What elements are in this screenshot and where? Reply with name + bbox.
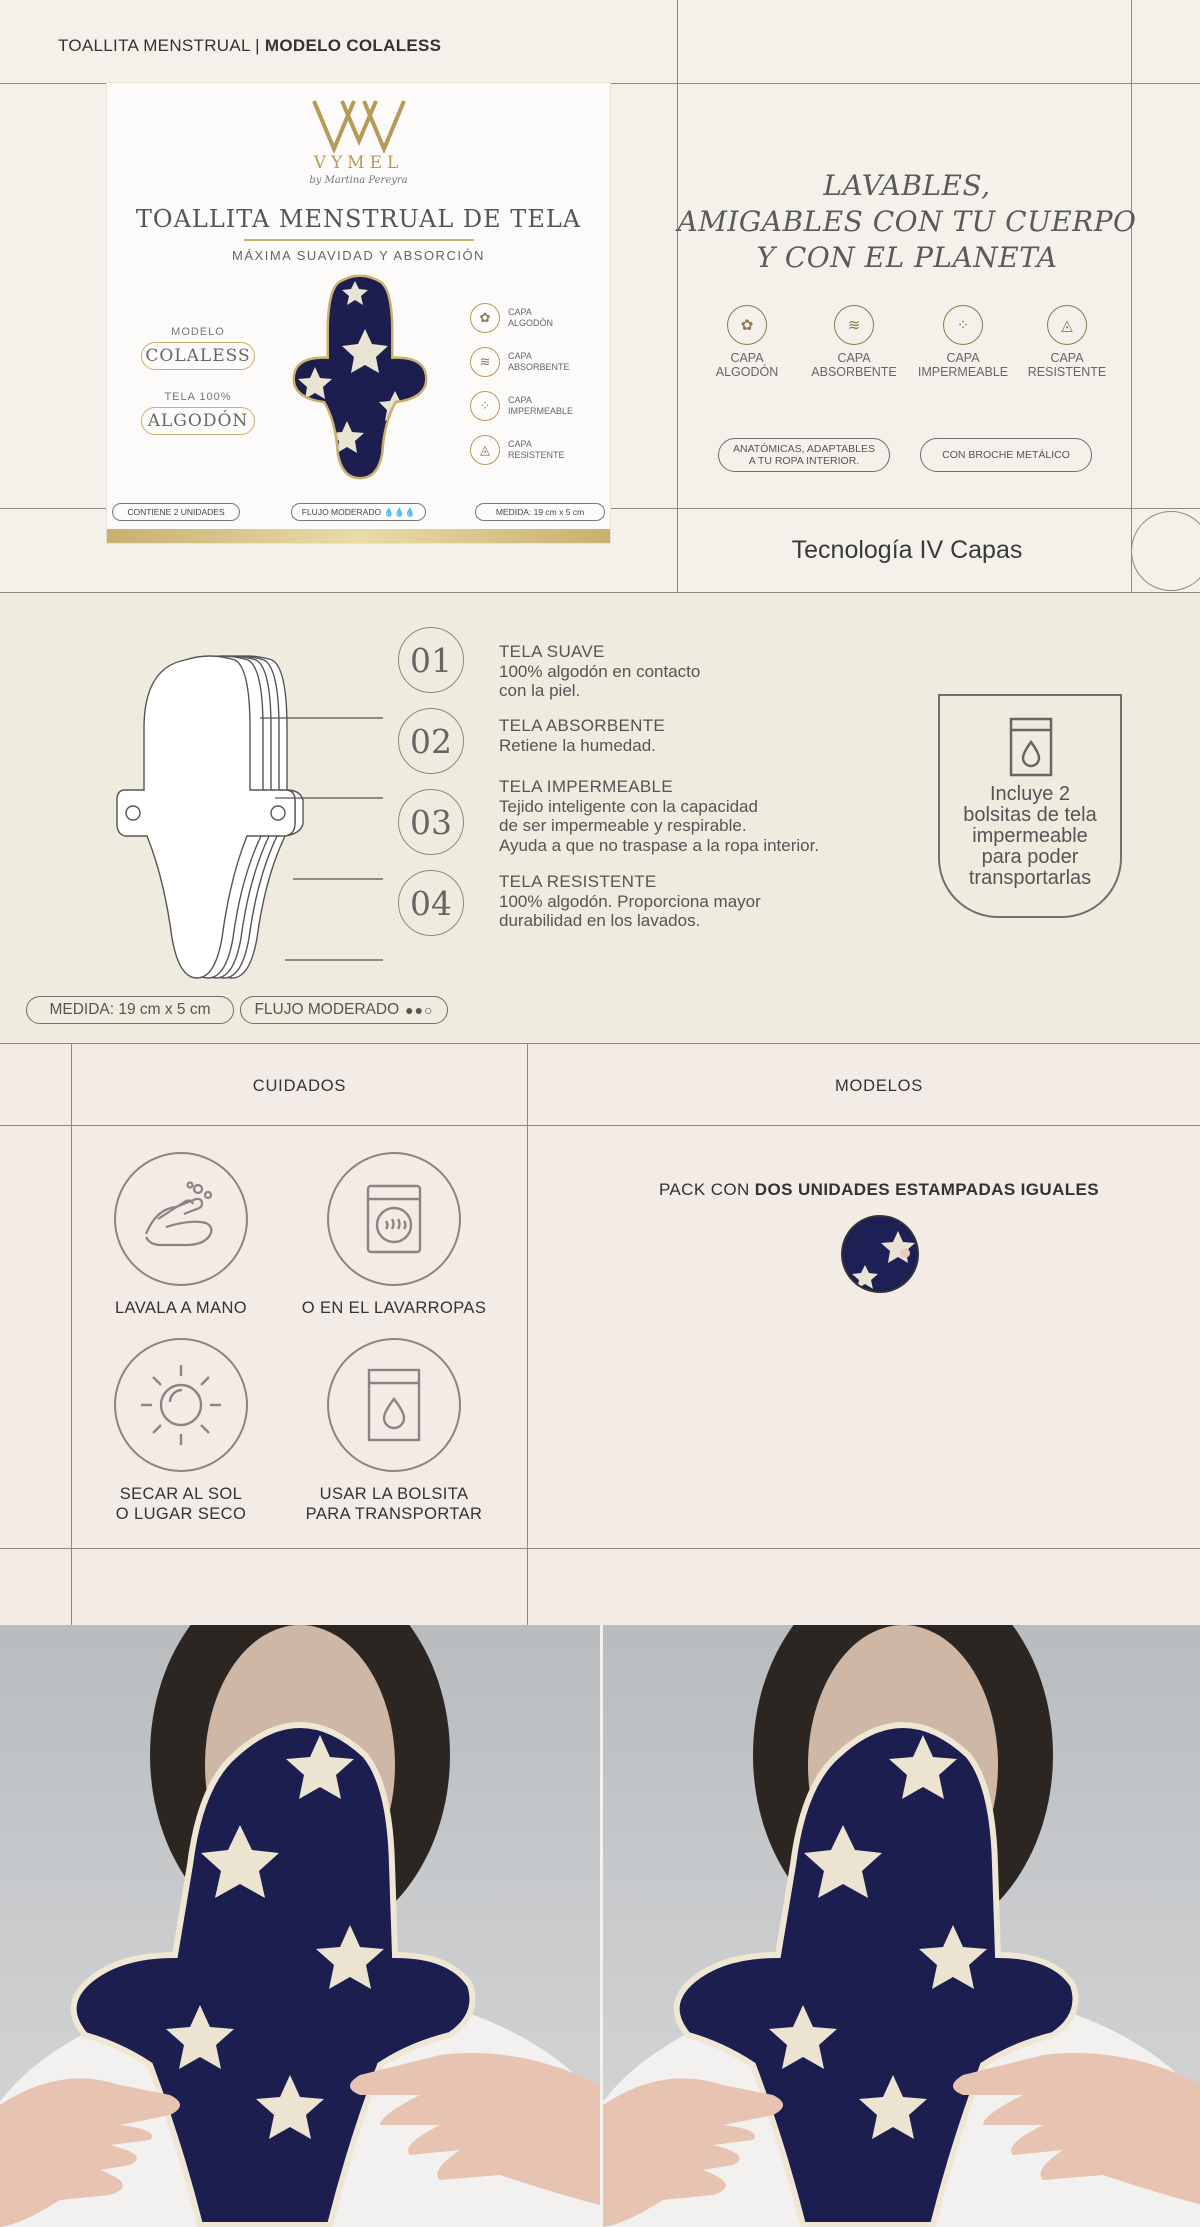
pouch-icon bbox=[327, 1338, 461, 1472]
product-box bbox=[107, 83, 610, 543]
layer-number-4: 04 bbox=[398, 870, 464, 936]
box-layer-absorbent: ≋ CAPA ABSORBENTE bbox=[470, 347, 568, 377]
washing-machine-icon bbox=[327, 1152, 461, 1286]
sun-icon bbox=[114, 1338, 248, 1472]
care-section bbox=[0, 1043, 1200, 1625]
pad-layers-diagram bbox=[115, 648, 445, 988]
bag-card: Incluye 2 bolsitas de tela impermeable para poder transportarlas bbox=[938, 694, 1122, 918]
model-swatch[interactable] bbox=[841, 1215, 919, 1293]
layer-desc-soft: TELA SUAVE 100% algodón en contacto con la piel. bbox=[499, 642, 701, 700]
box-footer-flow: FLUJO MODERADO 💧💧💧 bbox=[291, 503, 426, 521]
photos-section bbox=[0, 1625, 1200, 2227]
care-sun-dry: SECAR AL SOL O LUGAR SECO bbox=[71, 1338, 291, 1524]
box-layer-waterproof: ⁘ CAPA IMPERMEABLE bbox=[470, 391, 568, 421]
layer-desc-resistant: TELA RESISTENTE 100% algodón. Proporciona mayor durabilidad en los lavados. bbox=[499, 872, 761, 930]
cotton-flower-icon: ✿ bbox=[727, 305, 767, 345]
feature-absorbent: ≋ CAPA ABSORBENTE bbox=[804, 305, 904, 379]
pack-description: PACK CON DOS UNIDADES ESTAMPADAS IGUALES bbox=[658, 1180, 1100, 1199]
box-layer-cotton: ✿ CAPA ALGODÓN bbox=[470, 303, 568, 333]
care-heading: CUIDADOS bbox=[252, 1077, 347, 1095]
care-hand-wash: LAVALA A MANO bbox=[71, 1152, 291, 1318]
product-photo-right bbox=[603, 1625, 1200, 2227]
brand-name: VYMEL bbox=[313, 153, 404, 173]
measure-pill: MEDIDA: 19 cm x 5 cm bbox=[26, 996, 234, 1024]
model-label: MODELO bbox=[171, 326, 225, 338]
pouch-icon bbox=[1008, 716, 1054, 778]
fabric-value: ALGODÓN bbox=[141, 407, 255, 435]
gold-bar bbox=[107, 529, 610, 543]
care-washing-machine: O EN EL LAVARROPAS bbox=[284, 1152, 504, 1318]
waterproof-icon: ⁘ bbox=[470, 391, 500, 421]
layer-number-2: 02 bbox=[398, 708, 464, 774]
feature-cotton: ✿ CAPA ALGODÓN bbox=[697, 305, 797, 379]
layer-number-3: 03 bbox=[398, 789, 464, 855]
box-subtitle: MÁXIMA SUAVIDAD Y ABSORCIÓN bbox=[232, 248, 485, 263]
box-layer-resistant: ◬ CAPA RESISTENTE bbox=[470, 435, 568, 465]
pill-anatomic: ANATÓMICAS, ADAPTABLES A TU ROPA INTERIOR. bbox=[718, 438, 890, 472]
resistant-drop-icon: ◬ bbox=[1047, 305, 1087, 345]
brand-signature: by Martina Pereyra bbox=[309, 175, 408, 186]
feature-waterproof: ⁘ CAPA IMPERMEABLE bbox=[913, 305, 1013, 379]
tagline: LAVABLES, AMIGABLES CON TU CUERPO Y CON EL PLANETA bbox=[677, 169, 1137, 274]
flow-pill: FLUJO MODERADO ●●○ bbox=[240, 996, 448, 1024]
decorative-circle bbox=[1131, 511, 1200, 591]
care-use-pouch: USAR LA BOLSITA PARA TRANSPORTAR bbox=[284, 1338, 504, 1524]
layer-desc-absorbent: TELA ABSORBENTE Retiene la humedad. bbox=[499, 716, 666, 755]
product-photo-left bbox=[0, 1625, 600, 2227]
drops-icon: ●●○ bbox=[405, 1002, 434, 1018]
resistant-drop-icon: ◬ bbox=[470, 435, 500, 465]
layer-desc-waterproof: TELA IMPERMEABLE Tejido inteligente con la capacidad de ser impermeable y respirable. Ayuda a que no traspase a la ropa interior. bbox=[499, 777, 820, 855]
fabric-label: TELA 100% bbox=[164, 391, 232, 403]
absorbent-icon: ≋ bbox=[834, 305, 874, 345]
pad-illustration bbox=[285, 271, 435, 486]
box-title: TOALLITA MENSTRUAL DE TELA bbox=[135, 205, 582, 233]
divider bbox=[1131, 0, 1132, 593]
box-rule bbox=[244, 239, 474, 241]
feature-resistant: ◬ CAPA RESISTENTE bbox=[1017, 305, 1117, 379]
layers-section bbox=[0, 593, 1200, 1043]
top-section bbox=[0, 0, 1200, 593]
box-footer-measure: MEDIDA: 19 cm x 5 cm bbox=[475, 503, 605, 521]
vymel-logo-icon bbox=[312, 93, 406, 153]
layer-number-1: 01 bbox=[398, 627, 464, 693]
waterproof-icon: ⁘ bbox=[943, 305, 983, 345]
pill-clasp: CON BROCHE METÁLICO bbox=[920, 438, 1092, 472]
models-heading: MODELOS bbox=[834, 1077, 924, 1095]
hand-wash-icon bbox=[114, 1152, 248, 1286]
technology-title: Tecnología IV Capas bbox=[791, 536, 1023, 564]
absorbent-icon: ≋ bbox=[470, 347, 500, 377]
page-title: TOALLITA MENSTRUAL | MODELO COLALESS bbox=[58, 36, 442, 55]
box-footer-units: CONTIENE 2 UNIDADES bbox=[112, 503, 240, 521]
cotton-flower-icon: ✿ bbox=[470, 303, 500, 333]
model-value: COLALESS bbox=[141, 342, 255, 370]
divider bbox=[677, 0, 678, 593]
